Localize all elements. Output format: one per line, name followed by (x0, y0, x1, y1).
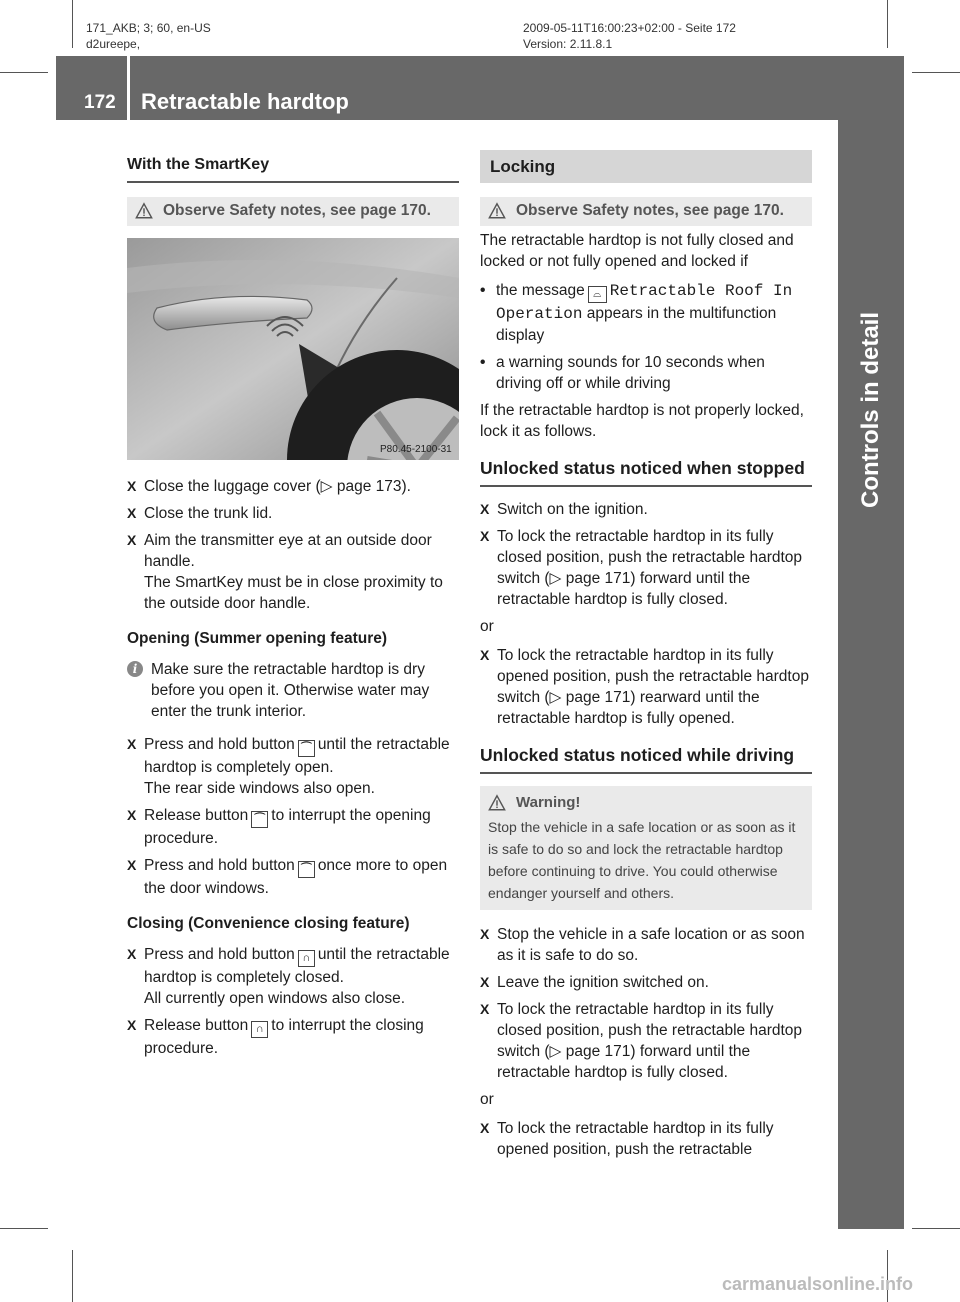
step-text: Stop the vehicle in a safe location or as soon as it is safe to do so. (497, 926, 805, 964)
step-text: To lock the retractable hardtop in its fully opened position, push the retractable hardtop switch (▷ page 171) rearward until the retractable hardtop is fully opened. (497, 647, 809, 727)
instruction-step (127, 734, 459, 799)
bullet-marker: • (480, 354, 486, 371)
safety-note (480, 197, 812, 226)
meta-line: Version: 2.11.8.1 (523, 37, 613, 51)
crop-mark (72, 0, 73, 48)
step-text: Aim the transmitter eye at an outside door handle. (144, 532, 432, 570)
step-text: Press and hold button (144, 736, 295, 753)
instruction-step (127, 476, 459, 497)
step-text: To lock the retractable hardtop in its fully closed position, push the retractable hardtop switch (▷ page 171) forward until the retractable hardtop is fully closed. (497, 1001, 803, 1081)
step-marker: X (127, 532, 137, 548)
step-note: All currently open windows also close. (144, 990, 406, 1007)
safety-note (127, 197, 459, 226)
instruction-step (127, 1015, 459, 1059)
or-text: or (480, 1091, 494, 1108)
warning-triangle-icon (135, 202, 153, 220)
page-title: Retractable hardtop (141, 89, 349, 114)
step-text: Release button (144, 1017, 249, 1034)
instruction-step (480, 526, 812, 610)
subheading-driving: Unlocked status noticed while driving (480, 739, 812, 774)
print-meta-left (86, 20, 211, 52)
bullet-text: the message (496, 282, 585, 299)
step-note: The SmartKey must be in close proximity to the outside door handle. (144, 574, 443, 612)
section-heading-locking: Locking (480, 150, 812, 183)
warning-title-text: Warning! (516, 794, 581, 811)
unlock-button-icon: ⌒ (298, 861, 315, 878)
instruction-step (127, 805, 459, 849)
step-marker: X (127, 478, 137, 494)
warning-box (480, 786, 812, 910)
step-marker: X (480, 1120, 490, 1136)
unlock-button-icon: ⌒ (251, 811, 268, 828)
locking-followup: If the retractable hardtop is not properly locked, lock it as follows. (480, 402, 804, 440)
subheading-stopped: Unlocked status noticed when stopped (480, 452, 812, 487)
step-text: Leave the ignition switched on. (497, 974, 709, 991)
lock-button-icon: ∩ (298, 950, 315, 967)
left-column (127, 150, 459, 1065)
crop-mark (912, 72, 960, 73)
instruction-step (127, 944, 459, 1009)
watermark: carmanualsonline.info (722, 1274, 914, 1294)
info-note (127, 659, 459, 722)
retractable-roof-icon: ⌓ (588, 286, 607, 303)
step-marker: X (127, 505, 137, 521)
right-column (480, 150, 812, 1166)
crop-mark (0, 72, 48, 73)
step-text: Press and hold button (144, 946, 295, 963)
step-marker: X (127, 857, 137, 873)
unlock-button-icon: ⌒ (298, 740, 315, 757)
step-text: until the retractable hardtop is completely open. (144, 736, 450, 776)
bullet-text: appears in the multifunction display (496, 305, 777, 344)
meta-line: 171_AKB; 3; 60, en-US (86, 21, 211, 35)
instruction-step (480, 999, 812, 1083)
instruction-step (127, 503, 459, 524)
warning-text: Stop the vehicle in a safe location or as soon as it is safe to do so and lock the retractable hardtop before continuing to drive. You could otherwise endanger yourself and others. (488, 819, 796, 901)
step-text: Switch on the ignition. (497, 501, 648, 518)
instruction-step (127, 855, 459, 899)
instruction-step (480, 924, 812, 966)
side-tab (838, 120, 904, 1229)
print-meta-right (523, 20, 736, 52)
instruction-step (480, 1118, 812, 1160)
step-text: Close the luggage cover (▷ page 173). (144, 478, 411, 495)
warning-triangle-icon (488, 794, 506, 812)
step-marker: X (480, 647, 490, 663)
smartkey-door-handle-photo (127, 238, 459, 460)
subheading-opening: Opening (Summer opening feature) (127, 630, 388, 647)
meta-line: d2ureepe, (86, 37, 141, 51)
crop-mark (72, 1250, 73, 1302)
step-text: To lock the retractable hardtop in its fully opened position, push the retractable (497, 1120, 774, 1158)
safety-note-text: Observe Safety notes, see page 170. (516, 202, 784, 219)
step-text: Press and hold button (144, 857, 295, 874)
instruction-step (480, 972, 812, 993)
step-text: Release button (144, 807, 249, 824)
step-marker: X (127, 946, 137, 962)
section-heading-smartkey: With the SmartKey (127, 150, 459, 183)
bullet-marker: • (480, 282, 486, 299)
header-divider (127, 56, 130, 120)
step-marker: X (480, 501, 490, 517)
side-tab-label: Controls in detail (857, 311, 884, 509)
instruction-step (480, 499, 812, 520)
step-text: to interrupt the closing procedure. (144, 1017, 424, 1057)
step-marker: X (480, 528, 490, 544)
lock-button-icon: ∩ (251, 1021, 268, 1038)
step-marker: X (480, 974, 490, 990)
or-text: or (480, 618, 494, 635)
step-marker: X (480, 926, 490, 942)
bullet-item (480, 280, 812, 346)
step-text: until the retractable hardtop is completely closed. (144, 946, 450, 986)
step-text: To lock the retractable hardtop in its fully closed position, push the retractable hardtop switch (▷ page 171) forward until the retractable hardtop is fully closed. (497, 528, 803, 608)
safety-note-text: Observe Safety notes, see page 170. (163, 202, 431, 219)
locking-intro: The retractable hardtop is not fully closed and locked or not fully opened and locked if (480, 232, 794, 270)
subheading-closing: Closing (Convenience closing feature) (127, 915, 410, 932)
image-code: P80.45-2100-31 (380, 444, 452, 455)
crop-mark (912, 1228, 960, 1229)
display-message: Retractable Roof In Operation (496, 282, 793, 323)
step-text: to interrupt the opening procedure. (144, 807, 431, 847)
page-number: 172 (84, 92, 116, 113)
crop-mark (887, 0, 888, 48)
instruction-step (480, 645, 812, 729)
step-note: The rear side windows also open. (144, 780, 375, 797)
step-marker: X (127, 1017, 137, 1033)
meta-line: 2009-05-11T16:00:23+02:00 - Seite 172 (523, 21, 736, 35)
crop-mark (0, 1228, 48, 1229)
info-icon: i (127, 661, 143, 677)
info-note-text: Make sure the retractable hardtop is dry before you open it. Otherwise water may enter the trunk interior. (151, 661, 430, 720)
step-marker: X (127, 807, 137, 823)
step-text: Close the trunk lid. (144, 505, 273, 522)
instruction-step (127, 530, 459, 614)
bullet-text: a warning sounds for 10 seconds when driving off or while driving (496, 354, 765, 392)
warning-title (488, 792, 804, 814)
bullet-item (480, 352, 812, 394)
step-text: once more to open the door windows. (144, 857, 448, 897)
step-marker: X (127, 736, 137, 752)
step-marker: X (480, 1001, 490, 1017)
warning-triangle-icon (488, 202, 506, 220)
